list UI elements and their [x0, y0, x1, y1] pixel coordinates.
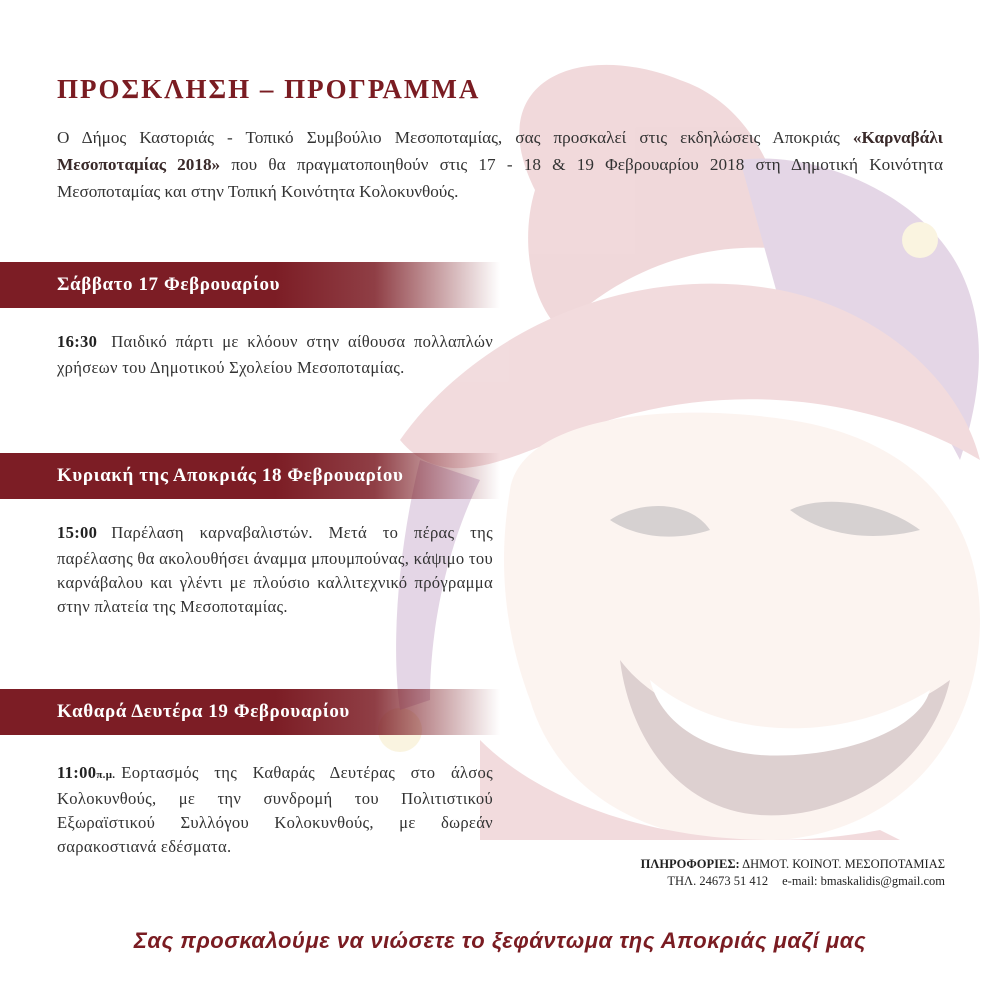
info-phone: ΤΗΛ. 24673 51 412	[667, 874, 769, 888]
event-description: Παρέλαση καρναβαλιστών. Μετά το πέρας της παρέλασης θα ακολουθήσει άναμμα μπουμπούνας, κάψιμο του καρνάβαλου και γλέντι με πλούσιο καλλιτεχνικό πρόγραμμα στην πλατεία της Μεσοποταμίας.	[57, 523, 493, 616]
day-header-sunday	[0, 453, 500, 499]
event-time: 15:00	[57, 523, 98, 542]
event-description: Παιδικό πάρτι με κλόουν στην αίθουσα πολλαπλών χρήσεων του Δημοτικού Σχολείου Μεσοποταμίας.	[57, 332, 493, 377]
event-time: 16:30	[57, 332, 98, 351]
page-title: ΠΡΟΣΚΛΗΣΗ – ΠΡΟΓΡΑΜΜΑ	[57, 74, 481, 104]
intro-text-end: που θα πραγματοποιηθούν στις 17 - 18 & 19 Φεβρουαρίου 2018 στη Δημοτική Κοινότητα Μεσοποταμίας και στην Τοπική Κοινότητα Κολοκυνθούς.	[57, 155, 943, 201]
closing-slogan: Σας προσκαλούμε να νιώσετε το ξεφάντωμα της Αποκριάς μαζί μας	[133, 928, 867, 953]
contact-info	[560, 856, 945, 890]
info-line-1: ΠΛΗΡΟΦΟΡΙΕΣ: ΔΗΜΟΤ. ΚΟΙΝΟΤ. ΜΕΣΟΠΟΤΑΜΙΑΣ	[640, 857, 945, 871]
event-name: «Καρναβάλι Μεσοποταμίας 2018»	[57, 128, 943, 174]
intro-paragraph	[57, 124, 943, 205]
day-label: Καθαρά Δευτέρα 19 Φεβρουαρίου	[57, 701, 350, 722]
day-label: Σάββατο 17 Φεβρουαρίου	[57, 274, 281, 295]
event-saturday	[57, 330, 493, 380]
info-organization: ΔΗΜΟΤ. ΚΟΙΝΟΤ. ΜΕΣΟΠΟΤΑΜΙΑΣ	[742, 857, 945, 871]
event-time: 11:00π.μ.	[57, 763, 116, 782]
info-email: e-mail: bmaskalidis@gmail.com	[782, 874, 945, 888]
day-header-saturday	[0, 262, 500, 308]
info-line-2	[560, 873, 945, 890]
event-sunday	[57, 521, 493, 619]
day-label: Κυριακή της Αποκριάς 18 Φεβρουαρίου	[57, 465, 404, 486]
event-monday	[57, 761, 493, 859]
intro-text-start: Ο Δήμος Καστοριάς - Τοπικό Συμβούλιο Μεσοποταμίας, σας προσκαλεί στις εκδηλώσεις Αποκριάς	[57, 128, 853, 147]
day-header-monday	[0, 689, 500, 735]
event-description: Εορτασμός της Καθαράς Δευτέρας στο άλσος Κολοκυνθούς, με την συνδρομή του Πολιτιστικού Εξωραϊστικού Συλλόγου Κολοκυνθούς, με δωρεάν σαρακοστιανά εδέσματα.	[57, 763, 493, 856]
